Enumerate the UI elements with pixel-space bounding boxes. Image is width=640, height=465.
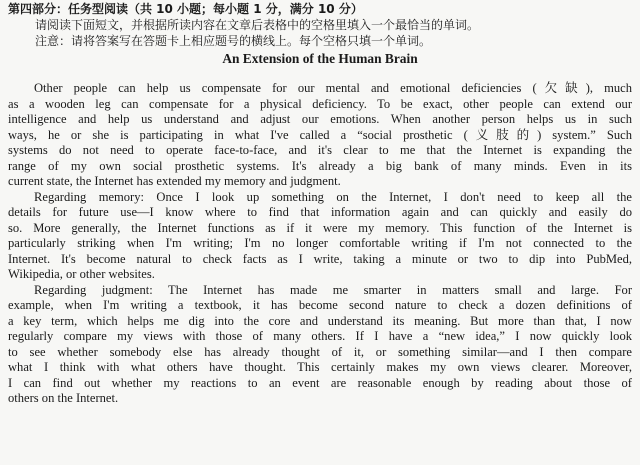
document-page [0, 2, 640, 465]
paragraph-line: systems do not need to operate face-to-face, and it's clear to me that the Internet is expanding the [8, 143, 632, 158]
paragraph-line: Other people can help us compensate for our mental and emotional deficiencies (欠缺), much [34, 81, 632, 96]
article-body [8, 81, 632, 407]
paragraph-line: so. More generally, the Internet functions as if it were my memory. This function of the Internet is [8, 220, 632, 235]
instruction-line-2: 注意：请将答案写在答题卡上相应题号的横线上。每个空格只填一个单词。 [35, 34, 432, 49]
paragraph-line: others on the Internet. [8, 391, 119, 406]
paragraph-line: Regarding memory: Once I look up something on the Internet, I don't need to keep all the [34, 189, 632, 204]
instruction-line-1: 请阅读下面短文，并根据所读内容在文章后表格中的空格里填入一个最恰当的单词。 [35, 18, 480, 33]
paragraph-line: example, when I'm writing a textbook, it has become second nature to check a dozen definitions of [8, 298, 632, 313]
paragraph-line: ways, he or she is participating in what I've called a “social prosthetic (义肢的) system.” Such [8, 127, 632, 142]
paragraph-line: what I think with what others have thought. This certainly makes my own views clearer. Moreover, [8, 360, 632, 375]
paragraph-line: Internet. It's become natural to check facts as I write, taking a minute or two to dip into PubMed, [8, 251, 632, 266]
paragraph-line: as a wooden leg can compensate for a physical deficiency. To be exact, other people can extend our [8, 96, 632, 111]
paragraph-3 [8, 283, 632, 407]
cropped-previous-line [78, 0, 278, 4]
paragraph-2 [8, 190, 632, 283]
paragraph-line: to see whether somebody else has already thought of it, or something similar—and I then compare [8, 344, 632, 359]
paragraph-line: regularly compare my views with those of many others. If I have a “new idea,” I now quickly look [8, 329, 632, 344]
paragraph-line: particularly striking when I'm writing; I'm no longer comfortable writing if I'm not connected to the [8, 236, 632, 251]
section-title: 第四部分：任务型阅读（共 10 小题；每小题 1 分，满分 10 分） [8, 2, 363, 16]
paragraph-line: a key term, which helps me dig into the core and understand its meaning. But more than that, I now [8, 313, 632, 328]
paragraph-line: range of my own social prosthetic systems. It's already a big bank of many minds. Even in its [8, 158, 632, 173]
paragraph-line: intelligence and help us understand and adjust our emotions. When another person helps us in such [8, 112, 632, 127]
paragraph-line: Regarding judgment: The Internet has made me smarter in matters small and large. For [34, 282, 632, 297]
paragraph-line: current state, the Internet has extended my memory and judgment. [8, 174, 341, 189]
paragraph-line: Wikipedia, or other websites. [8, 267, 155, 282]
paragraph-line: details for future use—I know where to find that information again and can quickly and easily do [8, 205, 632, 220]
article-title: An Extension of the Human Brain [222, 51, 418, 67]
paragraph-1 [8, 81, 632, 190]
paragraph-line: I can find out whether my reactions to an event are reasonable enough by reading about those of [8, 375, 632, 390]
